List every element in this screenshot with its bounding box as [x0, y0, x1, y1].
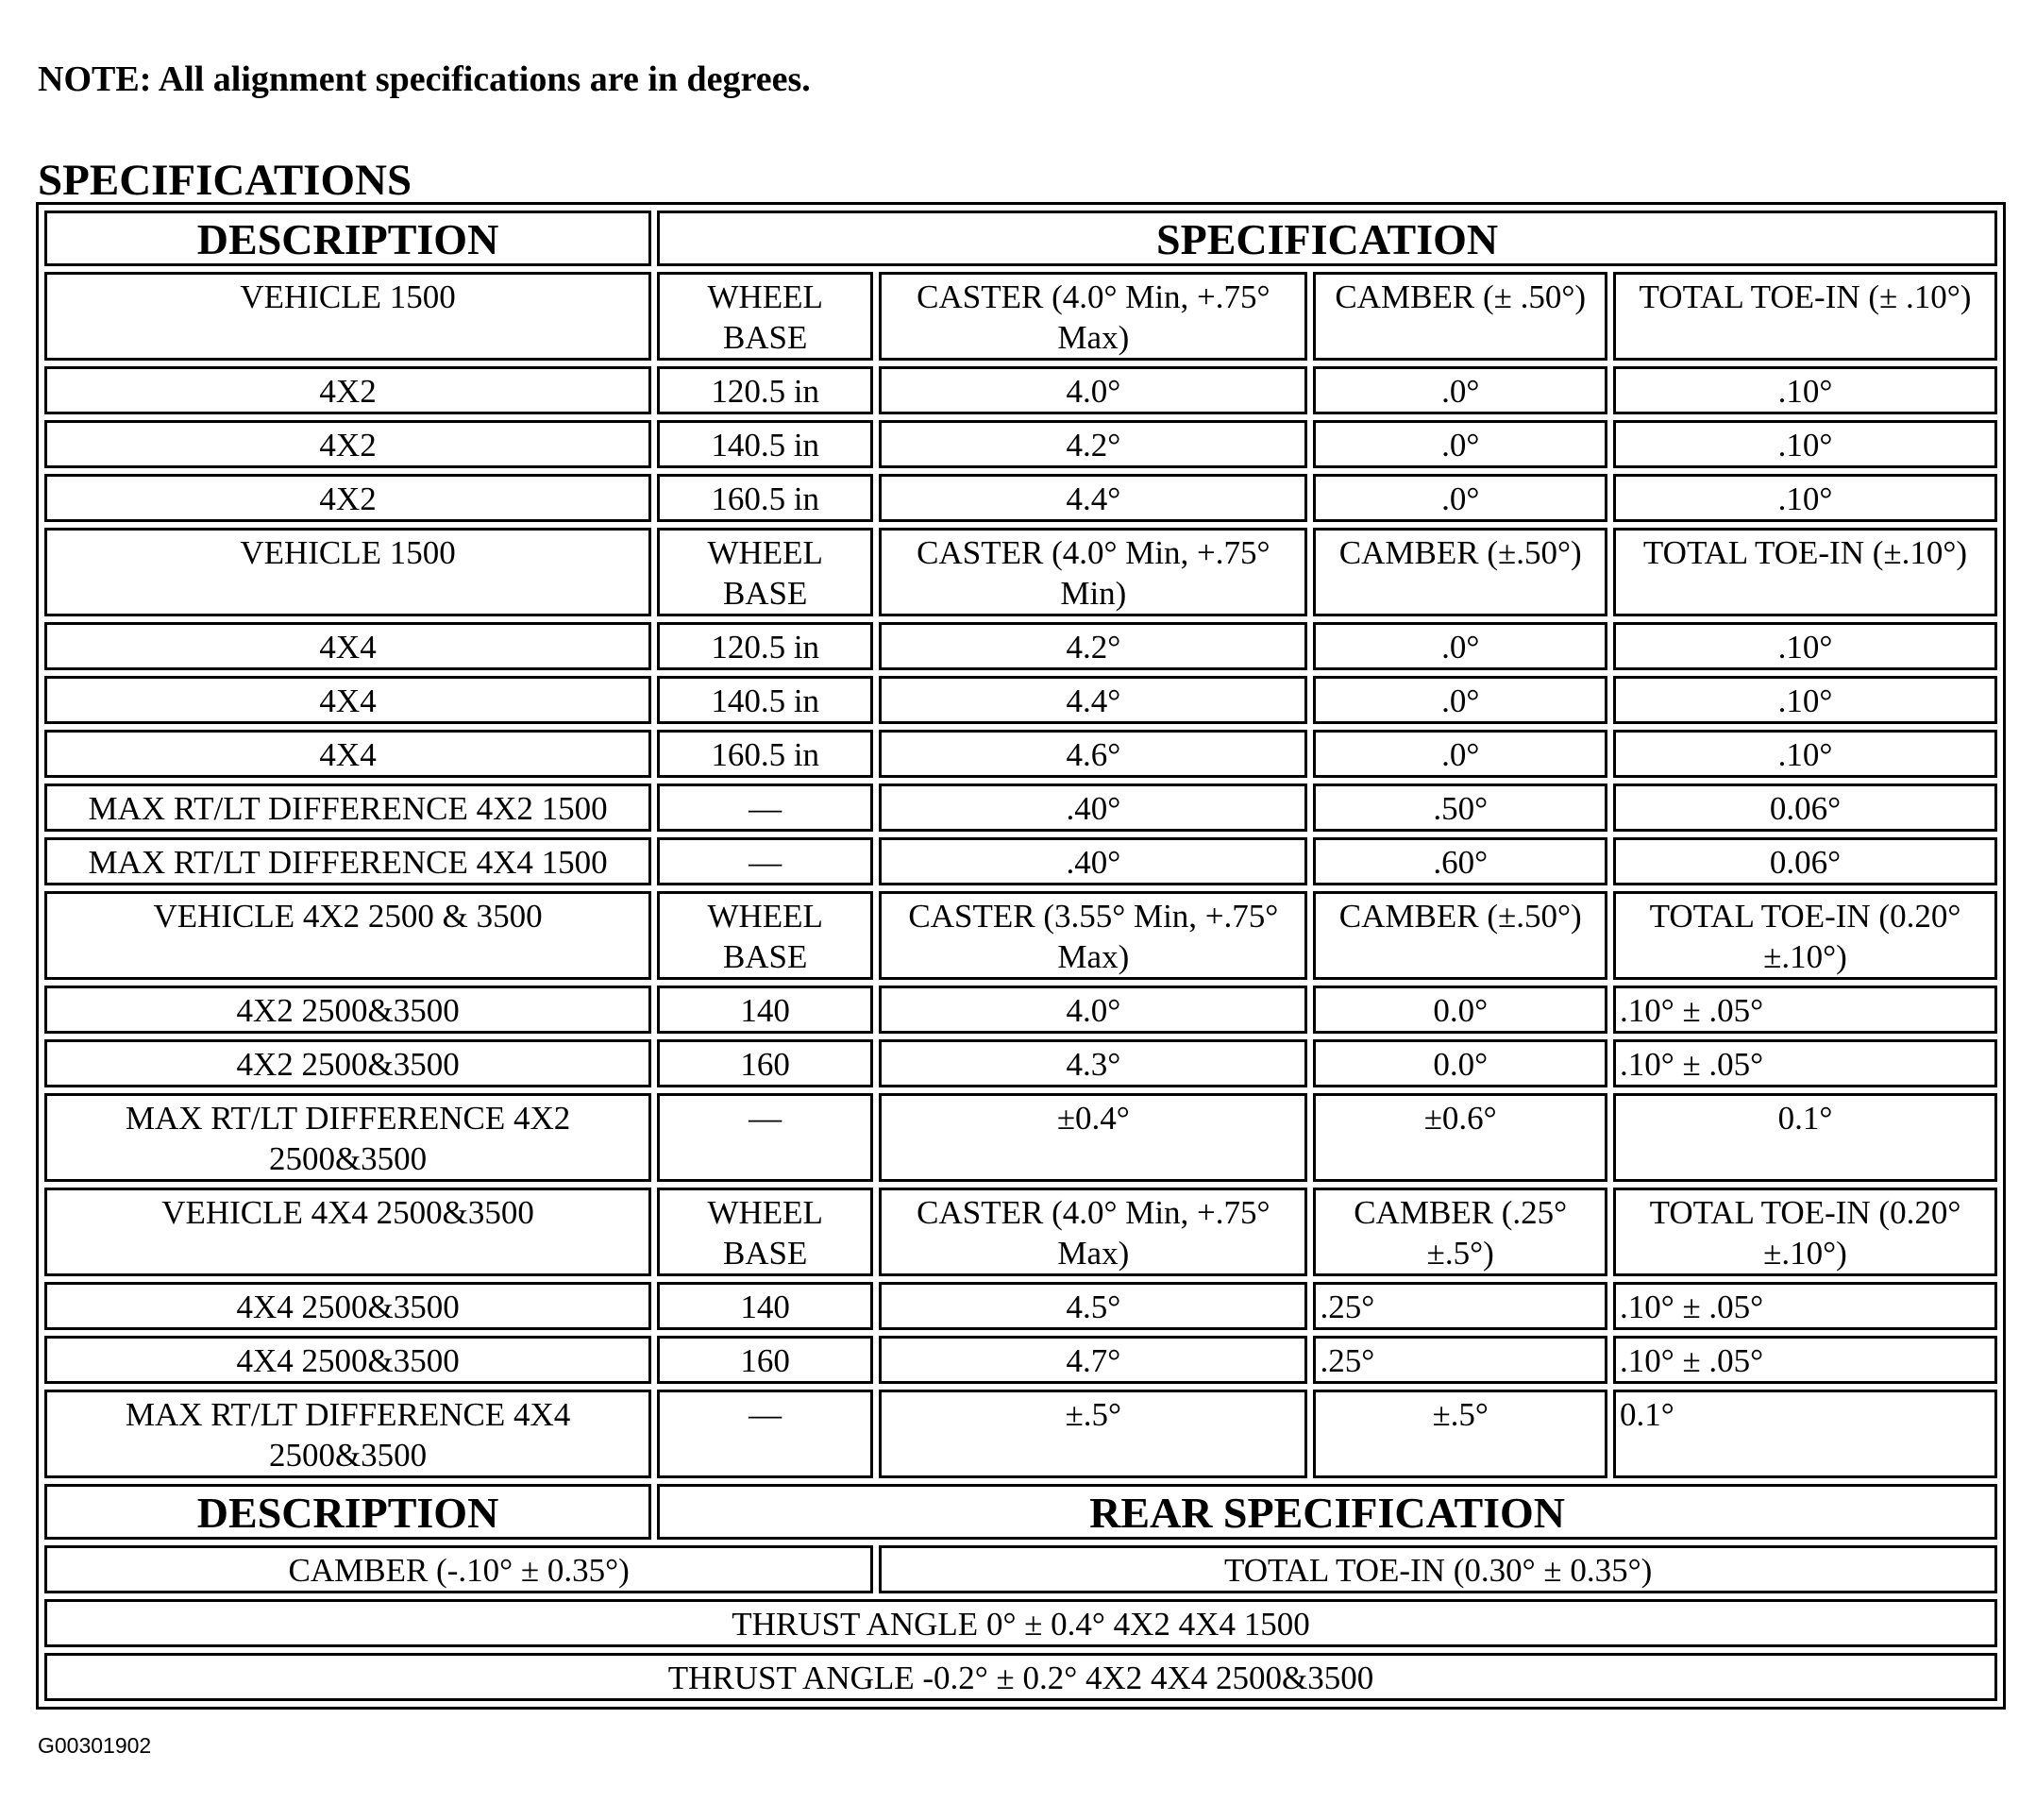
table-row — [44, 1336, 1997, 1384]
toe-in-cell: .10° — [1613, 676, 1997, 724]
camber-cell: .0° — [1313, 366, 1607, 414]
toe-in-cell: TOTAL TOE-IN (±.10°) — [1613, 528, 1997, 616]
description-cell: 4X4 2500&3500 — [44, 1336, 651, 1384]
camber-cell: .0° — [1313, 622, 1607, 670]
toe-in-cell: 0.1° — [1613, 1390, 1997, 1478]
description-cell: VEHICLE 4X4 2500&3500 — [44, 1188, 651, 1276]
table-row — [44, 730, 1997, 778]
caster-cell: .40° — [879, 784, 1307, 832]
toe-in-cell: .10° — [1613, 474, 1997, 522]
table-row — [44, 837, 1997, 885]
caster-cell: ±.5° — [879, 1390, 1307, 1478]
toe-in-cell: 0.06° — [1613, 837, 1997, 885]
rear-header-row — [44, 1484, 1997, 1540]
description-cell: 4X2 2500&3500 — [44, 1039, 651, 1087]
wheel-base-cell: WHEEL BASE — [657, 891, 873, 980]
camber-cell: .60° — [1313, 837, 1607, 885]
toe-in-cell: .10° — [1613, 420, 1997, 468]
caster-cell: 4.5° — [879, 1282, 1307, 1330]
description-cell: 4X4 2500&3500 — [44, 1282, 651, 1330]
caster-cell: 4.4° — [879, 676, 1307, 724]
caster-cell: CASTER (4.0° Min, +.75° Min) — [879, 528, 1307, 616]
table-row — [44, 474, 1997, 522]
caster-cell: 4.2° — [879, 622, 1307, 670]
wheel-base-cell: WHEEL BASE — [657, 1188, 873, 1276]
table-row — [44, 1653, 1997, 1701]
alignment-note: NOTE: All alignment specifications are in degrees. — [38, 59, 811, 99]
wheel-base-cell: 160.5 in — [657, 730, 873, 778]
description-cell: MAX RT/LT DIFFERENCE 4X4 2500&3500 — [44, 1390, 651, 1478]
table-row — [44, 891, 1997, 980]
wheel-base-cell: WHEEL BASE — [657, 528, 873, 616]
description-cell: 4X4 — [44, 622, 651, 670]
toe-in-cell: 0.06° — [1613, 784, 1997, 832]
toe-in-cell: .10° ± .05° — [1613, 1282, 1997, 1330]
camber-cell: CAMBER (.25° ±.5°) — [1313, 1188, 1607, 1276]
wheel-base-cell: 140 — [657, 986, 873, 1034]
toe-in-cell: 0.1° — [1613, 1093, 1997, 1182]
camber-cell: CAMBER (±.50°) — [1313, 891, 1607, 980]
toe-in-cell: TOTAL TOE-IN (± .10°) — [1613, 272, 1997, 361]
toe-in-cell: TOTAL TOE-IN (0.20° ±.10°) — [1613, 1188, 1997, 1276]
wheel-base-cell: — — [657, 1390, 873, 1478]
camber-cell: 0.0° — [1313, 1039, 1607, 1087]
table-row — [44, 1545, 1997, 1593]
description-cell: 4X2 — [44, 366, 651, 414]
table-row — [44, 676, 1997, 724]
table-row — [44, 622, 1997, 670]
wheel-base-cell: — — [657, 1093, 873, 1182]
camber-cell: .0° — [1313, 474, 1607, 522]
description-header: DESCRIPTION — [44, 211, 651, 266]
wheel-base-cell: — — [657, 837, 873, 885]
wheel-base-cell: 140.5 in — [657, 676, 873, 724]
camber-cell: .25° — [1313, 1336, 1607, 1384]
camber-cell: CAMBER (± .50°) — [1313, 272, 1607, 361]
rear-toe-in-cell: TOTAL TOE-IN (0.30° ± 0.35°) — [879, 1545, 1997, 1593]
rear-specification-header: REAR SPECIFICATION — [657, 1484, 1997, 1540]
wheel-base-cell: 160 — [657, 1039, 873, 1087]
wheel-base-cell: 140 — [657, 1282, 873, 1330]
wheel-base-cell: 120.5 in — [657, 366, 873, 414]
table-row — [44, 1093, 1997, 1182]
caster-cell: 4.0° — [879, 986, 1307, 1034]
description-cell: MAX RT/LT DIFFERENCE 4X2 2500&3500 — [44, 1093, 651, 1182]
caster-cell: 4.6° — [879, 730, 1307, 778]
table-row — [44, 1039, 1997, 1087]
table-row — [44, 986, 1997, 1034]
description-cell: MAX RT/LT DIFFERENCE 4X4 1500 — [44, 837, 651, 885]
thrust-angle-1500-cell: THRUST ANGLE 0° ± 0.4° 4X2 4X4 1500 — [44, 1599, 1997, 1647]
figure-id: G00301902 — [38, 1733, 152, 1758]
toe-in-cell: .10° ± .05° — [1613, 986, 1997, 1034]
caster-cell: CASTER (4.0° Min, +.75° Max) — [879, 1188, 1307, 1276]
table-header-row — [44, 211, 1997, 266]
rear-description-header: DESCRIPTION — [44, 1484, 651, 1540]
description-cell: 4X2 — [44, 474, 651, 522]
camber-cell: CAMBER (±.50°) — [1313, 528, 1607, 616]
description-cell: VEHICLE 4X2 2500 & 3500 — [44, 891, 651, 980]
camber-cell: .25° — [1313, 1282, 1607, 1330]
thrust-angle-2500-3500-cell: THRUST ANGLE -0.2° ± 0.2° 4X2 4X4 2500&3500 — [44, 1653, 1997, 1701]
description-cell: MAX RT/LT DIFFERENCE 4X2 1500 — [44, 784, 651, 832]
specification-header: SPECIFICATION — [657, 211, 1997, 266]
caster-cell: 4.3° — [879, 1039, 1307, 1087]
description-cell: 4X2 — [44, 420, 651, 468]
alignment-spec-table — [36, 202, 2006, 1710]
description-cell: 4X4 — [44, 730, 651, 778]
toe-in-cell: .10° ± .05° — [1613, 1039, 1997, 1087]
caster-cell: CASTER (3.55° Min, +.75° Max) — [879, 891, 1307, 980]
table-row — [44, 784, 1997, 832]
caster-cell: ±0.4° — [879, 1093, 1307, 1182]
camber-cell: .0° — [1313, 676, 1607, 724]
table-row — [44, 1599, 1997, 1647]
wheel-base-cell: WHEEL BASE — [657, 272, 873, 361]
table-row — [44, 1282, 1997, 1330]
wheel-base-cell: — — [657, 784, 873, 832]
wheel-base-cell: 160.5 in — [657, 474, 873, 522]
camber-cell: .0° — [1313, 730, 1607, 778]
wheel-base-cell: 160 — [657, 1336, 873, 1384]
table-row — [44, 272, 1997, 361]
wheel-base-cell: 140.5 in — [657, 420, 873, 468]
toe-in-cell: .10° ± .05° — [1613, 1336, 1997, 1384]
description-cell: VEHICLE 1500 — [44, 272, 651, 361]
table-row — [44, 420, 1997, 468]
camber-cell: ±0.6° — [1313, 1093, 1607, 1182]
camber-cell: .50° — [1313, 784, 1607, 832]
caster-cell: 4.2° — [879, 420, 1307, 468]
caster-cell: 4.7° — [879, 1336, 1307, 1384]
caster-cell: 4.4° — [879, 474, 1307, 522]
description-cell: 4X2 2500&3500 — [44, 986, 651, 1034]
toe-in-cell: .10° — [1613, 622, 1997, 670]
caster-cell: .40° — [879, 837, 1307, 885]
rear-camber-cell: CAMBER (-.10° ± 0.35°) — [44, 1545, 873, 1593]
toe-in-cell: TOTAL TOE-IN (0.20° ±.10°) — [1613, 891, 1997, 980]
toe-in-cell: .10° — [1613, 366, 1997, 414]
description-cell: 4X4 — [44, 676, 651, 724]
table-row — [44, 1188, 1997, 1276]
caster-cell: CASTER (4.0° Min, +.75° Max) — [879, 272, 1307, 361]
table-row — [44, 1390, 1997, 1478]
caster-cell: 4.0° — [879, 366, 1307, 414]
table-row — [44, 366, 1997, 414]
wheel-base-cell: 120.5 in — [657, 622, 873, 670]
camber-cell: ±.5° — [1313, 1390, 1607, 1478]
description-cell: VEHICLE 1500 — [44, 528, 651, 616]
camber-cell: .0° — [1313, 420, 1607, 468]
section-title: SPECIFICATIONS — [38, 156, 412, 205]
toe-in-cell: .10° — [1613, 730, 1997, 778]
table-row — [44, 528, 1997, 616]
camber-cell: 0.0° — [1313, 986, 1607, 1034]
